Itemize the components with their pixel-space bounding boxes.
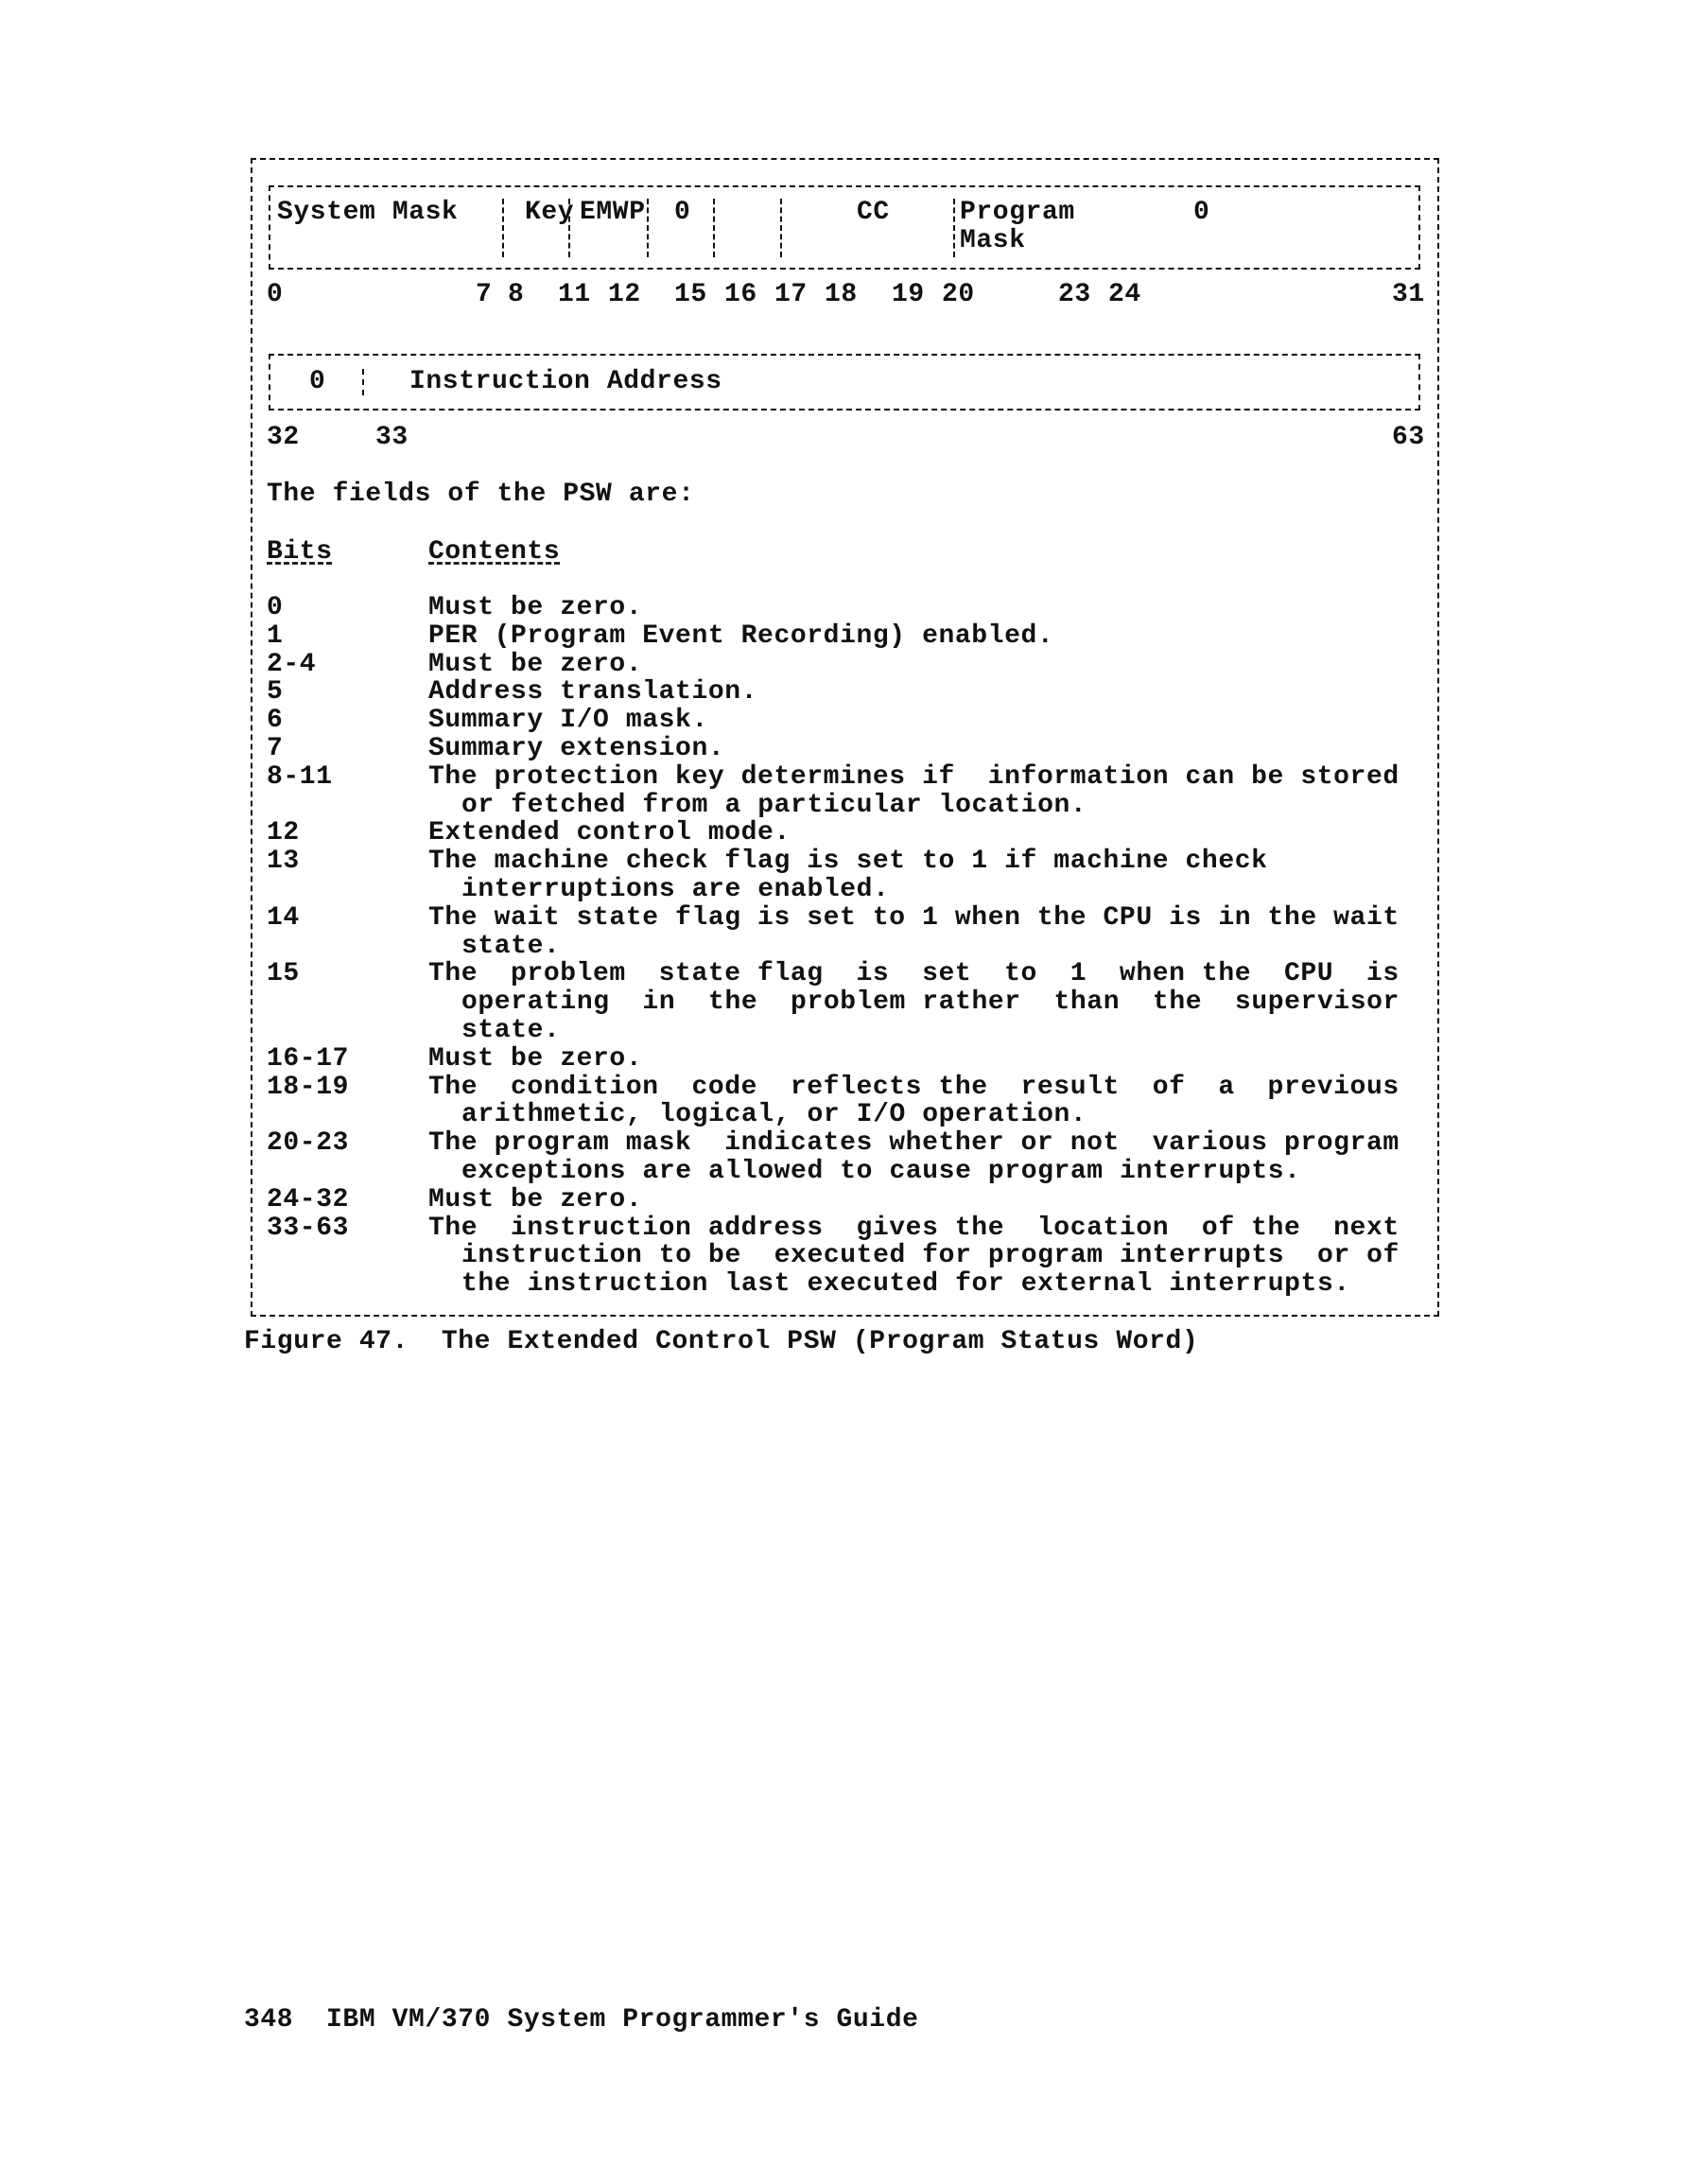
field-divider <box>953 199 955 257</box>
page-footer: 348 IBM VM/370 System Programmer's Guide <box>244 2005 919 2035</box>
row-contents-continuation: instruction to be executed for program interrupts or of <box>461 1241 1400 1271</box>
row-bits: 33-63 <box>267 1213 350 1243</box>
row-bits: 13 <box>267 847 300 877</box>
bit-label: 31 <box>1392 280 1425 309</box>
field-program-mask-line2: Mask <box>960 226 1026 255</box>
bit-label: 33 <box>375 423 409 452</box>
row-contents: Must be zero. <box>428 1043 643 1074</box>
row-contents: Summary I/O mask. <box>428 706 708 736</box>
row-bits: 2-4 <box>267 649 317 679</box>
row-contents-continuation: exceptions are allowed to cause program interrupts. <box>461 1157 1301 1186</box>
field-divider <box>362 369 364 395</box>
bit-label: 23 <box>1058 280 1091 309</box>
row-contents-continuation: or fetched from a particular location. <box>461 790 1087 820</box>
row-contents: The protection key determines if information can be stored <box>428 761 1400 792</box>
bit-label: 32 <box>267 423 300 452</box>
intro-text: The fields of the PSW are: <box>267 480 695 509</box>
row-contents: The wait state flag is set to 1 when the CPU is in the wait <box>428 902 1400 933</box>
row-bits: 16-17 <box>267 1043 350 1074</box>
row-contents: Summary extension. <box>428 734 725 763</box>
bit-label: 12 <box>608 280 641 309</box>
row-contents-continuation: state. <box>461 1016 561 1045</box>
field-divider <box>780 199 782 257</box>
figure-caption: Figure 47. The Extended Control PSW (Program Status Word) <box>244 1327 1199 1356</box>
bit-label: 18 <box>825 280 858 309</box>
row-contents: Extended control mode. <box>428 818 791 848</box>
field-cc: CC <box>857 198 890 227</box>
row-contents: PER (Program Event Recording) enabled. <box>428 620 1054 651</box>
bit-label: 11 <box>558 280 591 309</box>
bit-label: 19 <box>892 280 925 309</box>
row-contents-continuation: interruptions are enabled. <box>461 875 890 904</box>
row-contents: The machine check flag is set to 1 if machine check <box>428 847 1268 877</box>
row-bits: 18-19 <box>267 1072 350 1102</box>
field-zero-32: 0 <box>309 367 326 396</box>
bit-label: 16 <box>724 280 757 309</box>
field-instruction-address: Instruction Address <box>409 367 722 396</box>
row-contents-continuation: the instruction last executed for external interrupts. <box>461 1269 1350 1300</box>
field-program-mask: Program <box>960 198 1075 227</box>
bit-label: 0 <box>267 280 284 309</box>
bit-label: 63 <box>1392 423 1425 452</box>
row-bits: 0 <box>267 593 284 622</box>
field-zero-24-31: 0 <box>1193 198 1210 227</box>
row-contents: The program mask indicates whether or not various program <box>428 1128 1400 1159</box>
row-contents: Must be zero. <box>428 1184 643 1214</box>
row-contents: The condition code reflects the result of a previous <box>428 1072 1400 1102</box>
row-bits: 7 <box>267 734 284 763</box>
field-key: Key <box>525 198 575 227</box>
bit-label: 17 <box>774 280 808 309</box>
row-contents-continuation: state. <box>461 931 561 961</box>
field-system-mask: System Mask <box>277 198 459 227</box>
row-bits: 6 <box>267 706 284 736</box>
bit-label: 24 <box>1108 280 1141 309</box>
row-contents: Address translation. <box>428 677 758 708</box>
row-bits: 1 <box>267 620 284 651</box>
field-zero-16-17: 0 <box>674 198 691 227</box>
bit-label: 8 <box>508 280 525 309</box>
field-divider <box>647 199 649 257</box>
field-divider <box>502 199 504 257</box>
row-contents-continuation: operating in the problem rather than the supervisor <box>461 987 1400 1018</box>
row-bits: 8-11 <box>267 761 333 792</box>
row-bits: 5 <box>267 677 284 708</box>
bit-label: 15 <box>674 280 707 309</box>
row-contents: Must be zero. <box>428 593 643 622</box>
header-contents: Contents <box>428 537 561 567</box>
header-bits: Bits <box>267 537 333 567</box>
row-bits: 12 <box>267 818 300 848</box>
row-bits: 15 <box>267 959 300 989</box>
bit-label: 7 <box>476 280 493 309</box>
row-contents: Must be zero. <box>428 649 643 679</box>
row-contents-continuation: arithmetic, logical, or I/O operation. <box>461 1100 1087 1130</box>
row-bits: 20-23 <box>267 1128 350 1159</box>
row-contents: The instruction address gives the location of the next <box>428 1213 1400 1243</box>
bit-label: 20 <box>942 280 975 309</box>
field-divider <box>713 199 715 257</box>
row-contents: The problem state flag is set to 1 when the CPU is <box>428 959 1400 989</box>
row-bits: 14 <box>267 902 300 933</box>
row-bits: 24-32 <box>267 1184 350 1214</box>
field-emwp: EMWP <box>580 198 646 227</box>
